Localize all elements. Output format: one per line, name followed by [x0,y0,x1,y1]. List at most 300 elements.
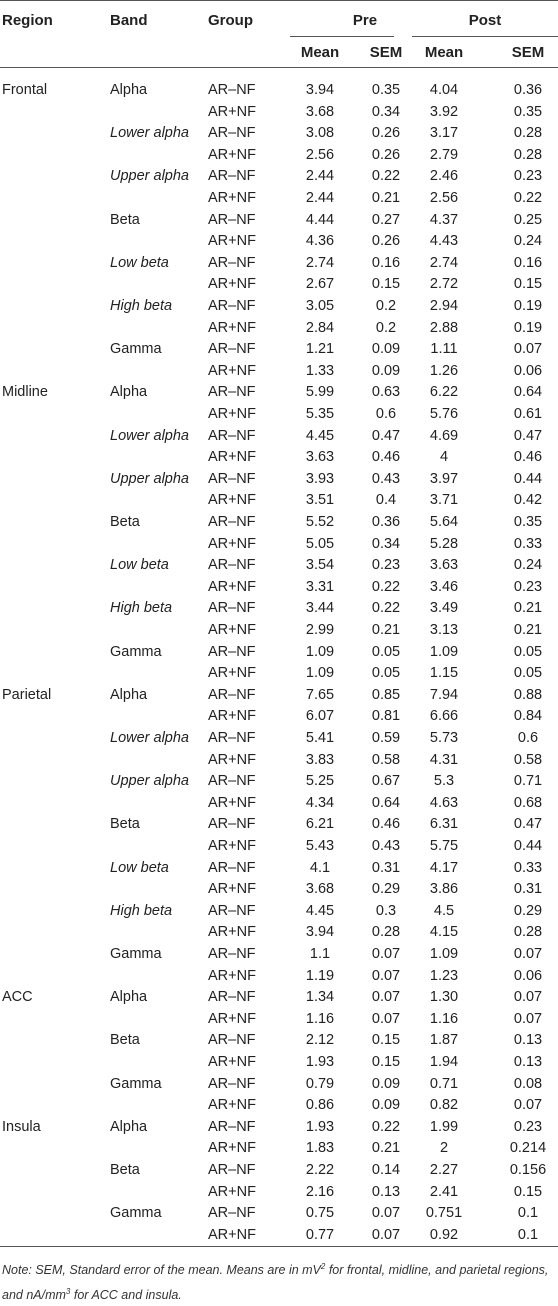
cell-post-mean: 4.17 [429,859,459,876]
cell-pre-mean: 1.1 [309,946,331,962]
cell-group: AR–NF [208,341,256,358]
cell-post-sem: 0.24 [513,233,543,250]
cell-pre-mean: 5.43 [305,838,335,854]
cell-post-sem: 0.07 [513,1010,543,1027]
cell-post-mean: 1.09 [429,946,459,962]
cell-post-sem: 0.13 [513,1032,543,1049]
cell-pre-mean: 4.45 [305,902,335,919]
cell-pre-mean: 0.77 [305,1226,335,1243]
header-pre-mean: Mean [300,44,340,61]
cell-pre-mean: 5.05 [305,535,335,552]
cell-post-sem: 0.29 [513,902,543,919]
cell-pre-sem: 0.58 [371,751,401,768]
cell-post-mean: 3.63 [429,557,459,574]
cell-pre-mean: 3.83 [305,751,335,768]
note-text-1: Note: SEM, Standard error of the mean. Means are in mV [2,1263,321,1277]
cell-post-sem: 0.28 [513,146,543,163]
cell-post-sem: 0.68 [513,794,543,811]
cell-pre-sem: 0.07 [371,989,401,1006]
cell-post-sem: 0.05 [513,643,543,660]
header-post-mean: Mean [424,44,464,61]
cell-group: AR–NF [208,643,256,660]
cell-post-sem: 0.58 [513,751,543,768]
cell-post-mean: 4 [439,449,449,466]
cell-post-mean: 6.22 [429,384,459,401]
cell-group: AR+NF [208,751,256,768]
cell-post-sem: 0.15 [513,276,543,293]
cell-pre-mean: 0.79 [305,1075,335,1092]
cell-post-sem: 0.47 [513,427,543,444]
cell-post-mean: 4.37 [429,211,459,228]
cell-post-sem: 0.08 [513,1075,543,1092]
cell-pre-sem: 0.31 [371,859,401,876]
cell-post-mean: 1.23 [429,967,459,984]
cell-band: Upper alpha [110,168,189,185]
cell-post-sem: 0.07 [513,341,543,358]
cell-pre-mean: 3.05 [305,298,335,314]
cell-post-mean: 3.92 [429,103,459,120]
cell-band: Gamma [110,643,162,660]
cell-pre-sem: 0.64 [371,794,401,811]
cell-post-mean: 2.79 [429,146,459,163]
cell-pre-sem: 0.6 [375,406,397,422]
cell-pre-mean: 2.84 [305,319,335,336]
cell-pre-sem: 0.14 [371,1162,401,1178]
cell-group: AR–NF [208,211,256,228]
cell-post-sem: 0.24 [513,557,543,574]
cell-post-mean: 5.64 [429,514,459,530]
cell-group: AR–NF [208,600,256,617]
cell-pre-mean: 7.65 [305,686,335,703]
cell-group: AR+NF [208,838,256,854]
cell-post-sem: 0.05 [513,665,543,682]
cell-pre-sem: 0.34 [371,103,401,120]
cell-post-mean: 3.86 [429,881,459,898]
cell-post-mean: 5.75 [429,838,459,854]
cell-group: AR–NF [208,686,256,703]
cell-post-mean: 4.31 [429,751,459,768]
cell-post-mean: 4.69 [429,427,459,444]
cell-pre-sem: 0.21 [371,190,401,206]
cell-pre-sem: 0.29 [371,881,401,898]
cell-group: AR+NF [208,362,256,379]
cell-post-mean: 0.82 [429,1097,459,1114]
cell-pre-sem: 0.43 [371,838,401,854]
cell-band: Gamma [110,1075,162,1092]
cell-post-mean: 2.94 [429,298,459,314]
cell-pre-sem: 0.35 [371,82,401,98]
cell-post-sem: 0.19 [513,298,543,314]
table-note [2,1256,552,1306]
cell-band: Lower alpha [110,730,189,746]
cell-post-sem: 0.19 [513,319,543,336]
cell-group: AR+NF [208,1054,256,1070]
cell-group: AR+NF [208,1183,256,1200]
cell-pre-mean: 6.21 [305,816,335,833]
cell-post-sem: 0.44 [513,838,543,854]
cell-pre-sem: 0.16 [371,254,401,271]
note-superscript-2: 3 [65,1287,71,1296]
cell-pre-sem: 0.22 [371,1118,401,1135]
cell-group: AR–NF [208,514,256,530]
cell-group: AR+NF [208,622,256,638]
cell-pre-mean: 4.36 [305,233,335,250]
cell-pre-mean: 3.93 [305,470,335,487]
cell-pre-mean: 3.54 [305,557,335,574]
cell-pre-mean: 5.52 [305,514,335,530]
cell-group: AR+NF [208,319,256,336]
cell-post-sem: 0.21 [513,622,543,638]
cell-pre-mean: 3.31 [305,578,335,595]
cell-pre-mean: 1.09 [305,665,335,682]
cell-post-sem: 0.21 [513,600,543,617]
cell-post-mean: 3.71 [429,492,459,509]
cell-pre-sem: 0.07 [371,1010,401,1027]
cell-pre-mean: 1.93 [305,1054,335,1070]
cell-pre-sem: 0.22 [371,168,401,185]
cell-group: AR+NF [208,1097,256,1114]
cell-group: AR–NF [208,773,256,790]
cell-post-mean: 4.15 [429,924,459,941]
cell-post-sem: 0.15 [513,1183,543,1200]
cell-post-mean: 2.88 [429,319,459,336]
cell-pre-mean: 4.45 [305,427,335,444]
cell-band: Beta [110,1032,140,1049]
cell-post-sem: 0.1 [517,1205,539,1222]
cell-post-mean: 1.30 [429,989,459,1006]
cell-pre-sem: 0.59 [371,730,401,746]
cell-pre-sem: 0.15 [371,1054,401,1070]
cell-pre-sem: 0.09 [371,1097,401,1114]
cell-group: AR–NF [208,168,256,185]
cell-group: AR–NF [208,298,256,314]
cell-group: AR+NF [208,233,256,250]
cell-pre-mean: 1.19 [305,967,335,984]
cell-pre-sem: 0.13 [371,1183,401,1200]
header-bottom-rule [0,67,558,68]
cell-post-sem: 0.16 [513,254,543,271]
cell-post-mean: 6.31 [429,816,459,833]
cell-post-mean: 1.99 [429,1118,459,1135]
cell-group: AR+NF [208,276,256,293]
cell-band: Gamma [110,1205,162,1222]
cell-group: AR+NF [208,535,256,552]
cell-group: AR+NF [208,578,256,595]
cell-post-sem: 0.35 [513,103,543,120]
header-group: Group [208,12,253,29]
cell-group: AR+NF [208,406,256,422]
cell-pre-sem: 0.15 [371,1032,401,1049]
cell-pre-mean: 1.83 [305,1140,335,1157]
cell-post-mean: 0.751 [425,1205,463,1222]
cell-post-mean: 3.46 [429,578,459,595]
cell-group: AR–NF [208,1032,256,1049]
cell-band: High beta [110,902,173,919]
cell-group: AR+NF [208,190,256,206]
cell-pre-sem: 0.05 [371,643,401,660]
note-superscript-1: 2 [320,1262,326,1271]
cell-group: AR–NF [208,989,256,1006]
cell-post-mean: 1.94 [429,1054,459,1070]
cell-post-sem: 0.61 [513,406,543,422]
cell-group: AR–NF [208,1205,256,1222]
cell-band: Beta [110,816,140,833]
cell-pre-mean: 4.1 [309,859,331,876]
cell-post-sem: 0.214 [509,1140,547,1157]
cell-post-sem: 0.28 [513,125,543,142]
cell-post-mean: 4.5 [433,902,455,919]
header-pre: Pre [352,12,378,29]
cell-post-mean: 2.72 [429,276,459,293]
cell-band: Alpha [110,384,148,401]
cell-pre-sem: 0.3 [375,902,397,919]
cell-post-sem: 0.23 [513,1118,543,1135]
cell-pre-sem: 0.23 [371,557,401,574]
cell-group: AR+NF [208,1140,256,1157]
cell-post-mean: 5.73 [429,730,459,746]
pre-subrule [290,36,394,37]
cell-group: AR+NF [208,881,256,898]
cell-post-sem: 0.44 [513,470,543,487]
header-post-sem: SEM [511,44,545,61]
cell-post-sem: 0.06 [513,362,543,379]
cell-pre-sem: 0.34 [371,535,401,552]
cell-post-mean: 2.56 [429,190,459,206]
cell-post-sem: 0.06 [513,967,543,984]
cell-pre-mean: 0.86 [305,1097,335,1114]
top-rule [0,0,558,1]
cell-pre-sem: 0.07 [371,967,401,984]
cell-post-sem: 0.47 [513,816,543,833]
cell-pre-mean: 3.44 [305,600,335,617]
cell-region: ACC [2,989,33,1006]
cell-pre-mean: 2.16 [305,1183,335,1200]
cell-pre-mean: 3.94 [305,82,335,98]
cell-band: Alpha [110,686,148,703]
cell-group: AR+NF [208,967,256,984]
cell-band: Alpha [110,1118,148,1135]
cell-post-mean: 1.11 [430,341,458,358]
cell-group: AR+NF [208,1226,256,1243]
cell-post-mean: 1.09 [429,643,459,660]
cell-band: High beta [110,600,173,617]
cell-region: Parietal [2,686,52,703]
cell-pre-mean: 0.75 [305,1205,335,1222]
cell-group: AR–NF [208,859,256,876]
header-band: Band [110,12,148,29]
cell-pre-sem: 0.07 [371,1226,401,1243]
cell-pre-mean: 3.68 [305,881,335,898]
cell-group: AR–NF [208,427,256,444]
cell-pre-sem: 0.27 [371,211,401,228]
header-region: Region [2,12,53,29]
cell-pre-mean: 5.35 [305,406,335,422]
cell-post-sem: 0.33 [513,859,543,876]
cell-band: Gamma [110,341,162,358]
cell-group: AR+NF [208,1010,256,1027]
cell-pre-mean: 2.67 [305,276,335,293]
cell-pre-sem: 0.81 [371,708,401,725]
cell-post-mean: 1.87 [429,1032,459,1049]
cell-pre-sem: 0.21 [371,1140,401,1157]
cell-region: Insula [2,1118,41,1135]
cell-group: AR+NF [208,924,256,941]
cell-group: AR–NF [208,254,256,271]
cell-pre-mean: 5.25 [305,773,335,790]
cell-region: Frontal [2,82,48,98]
cell-post-sem: 0.22 [513,190,543,206]
cell-post-sem: 0.6 [517,730,539,746]
cell-pre-sem: 0.07 [371,1205,401,1222]
cell-band: Low beta [110,859,169,876]
cell-post-mean: 6.66 [429,708,459,725]
cell-post-sem: 0.35 [513,514,543,530]
cell-pre-mean: 2.22 [305,1162,335,1178]
cell-group: AR+NF [208,665,256,682]
cell-pre-sem: 0.09 [371,1075,401,1092]
cell-pre-sem: 0.2 [375,298,397,314]
cell-post-mean: 4.43 [429,233,459,250]
cell-post-mean: 1.16 [429,1010,459,1027]
cell-group: AR+NF [208,146,256,163]
cell-post-sem: 0.71 [513,773,543,790]
cell-pre-mean: 2.99 [305,622,335,638]
cell-post-sem: 0.156 [509,1162,547,1178]
cell-band: Low beta [110,557,169,574]
cell-post-sem: 0.46 [513,449,543,466]
cell-band: Upper alpha [110,470,189,487]
cell-pre-sem: 0.47 [371,427,401,444]
cell-pre-sem: 0.36 [371,514,401,530]
cell-band: Low beta [110,254,169,271]
cell-post-sem: 0.36 [513,82,543,98]
cell-post-sem: 0.13 [513,1054,543,1070]
cell-post-mean: 1.15 [429,665,459,682]
cell-group: AR+NF [208,449,256,466]
cell-post-mean: 3.97 [429,470,459,487]
cell-post-mean: 2.27 [429,1162,459,1178]
cell-group: AR–NF [208,470,256,487]
cell-pre-mean: 3.68 [305,103,335,120]
cell-pre-mean: 2.74 [305,254,335,271]
cell-post-mean: 5.28 [429,535,459,552]
cell-post-mean: 4.04 [429,82,459,98]
note-text-3: for ACC and insula. [70,1288,182,1302]
cell-post-mean: 0.71 [429,1075,459,1092]
cell-group: AR–NF [208,125,256,142]
cell-post-mean: 3.17 [429,125,459,142]
cell-post-mean: 0.92 [429,1226,459,1243]
cell-post-mean: 2.74 [429,254,459,271]
cell-pre-sem: 0.21 [371,622,401,638]
cell-post-sem: 0.64 [513,384,543,401]
cell-pre-sem: 0.26 [371,125,401,142]
cell-post-mean: 2.41 [429,1183,459,1200]
cell-band: Upper alpha [110,773,189,790]
cell-pre-mean: 2.56 [305,146,335,163]
cell-pre-sem: 0.28 [371,924,401,941]
cell-group: AR–NF [208,384,256,401]
cell-pre-mean: 4.34 [305,794,335,811]
cell-pre-mean: 6.07 [305,708,335,725]
cell-pre-mean: 1.21 [305,341,335,358]
cell-group: AR–NF [208,902,256,919]
cell-pre-mean: 2.44 [305,190,335,206]
cell-band: Lower alpha [110,125,189,142]
cell-pre-mean: 3.08 [305,125,335,142]
cell-band: Gamma [110,946,162,962]
cell-pre-sem: 0.26 [371,146,401,163]
cell-post-mean: 3.13 [429,622,459,638]
cell-post-mean: 2.46 [429,168,459,185]
cell-post-mean: 4.63 [429,794,459,811]
cell-band: Lower alpha [110,427,189,444]
cell-pre-mean: 1.16 [305,1010,335,1027]
cell-post-sem: 0.42 [513,492,543,509]
cell-band: Beta [110,1162,140,1178]
cell-pre-mean: 2.12 [305,1032,335,1049]
cell-group: AR–NF [208,1118,256,1135]
cell-band: Alpha [110,989,148,1006]
cell-pre-sem: 0.4 [375,492,397,509]
cell-pre-sem: 0.26 [371,233,401,250]
cell-post-sem: 0.07 [513,1097,543,1114]
cell-group: AR+NF [208,708,256,725]
cell-post-sem: 0.31 [513,881,543,898]
note-text-2: for frontal, midline, and parietal regions, and nA/mm [2,1263,549,1302]
cell-group: AR–NF [208,1075,256,1092]
cell-pre-sem: 0.22 [371,578,401,595]
cell-group: AR+NF [208,492,256,509]
cell-pre-mean: 4.44 [305,211,335,228]
cell-pre-mean: 1.93 [305,1118,335,1135]
cell-pre-sem: 0.22 [371,600,401,617]
cell-group: AR–NF [208,730,256,746]
cell-post-mean: 3.49 [429,600,459,617]
cell-pre-sem: 0.67 [371,773,401,790]
cell-pre-sem: 0.63 [371,384,401,401]
cell-pre-sem: 0.43 [371,470,401,487]
cell-post-sem: 0.25 [513,211,543,228]
cell-pre-mean: 1.09 [305,643,335,660]
cell-group: AR–NF [208,946,256,962]
cell-region: Midline [2,384,48,401]
cell-pre-sem: 0.46 [371,816,401,833]
cell-pre-mean: 1.33 [305,362,335,379]
cell-pre-mean: 5.41 [305,730,335,746]
cell-band: Beta [110,514,140,530]
cell-post-sem: 0.1 [517,1226,539,1243]
cell-post-sem: 0.88 [513,686,543,703]
post-subrule [412,36,558,37]
cell-post-sem: 0.07 [513,946,543,962]
cell-band: High beta [110,298,173,314]
cell-post-mean: 1.26 [429,362,459,379]
cell-post-mean: 5.76 [429,406,459,422]
cell-post-sem: 0.84 [513,708,543,725]
cell-group: AR–NF [208,82,256,98]
cell-pre-mean: 1.34 [305,989,335,1006]
cell-post-mean: 5.3 [433,773,455,790]
cell-post-sem: 0.23 [513,578,543,595]
cell-post-mean: 7.94 [429,686,459,703]
cell-pre-mean: 2.44 [305,168,335,185]
cell-post-sem: 0.33 [513,535,543,552]
bottom-rule [0,1246,558,1247]
header-pre-sem: SEM [369,44,403,61]
cell-pre-mean: 3.63 [305,449,335,466]
cell-group: AR–NF [208,1162,256,1178]
